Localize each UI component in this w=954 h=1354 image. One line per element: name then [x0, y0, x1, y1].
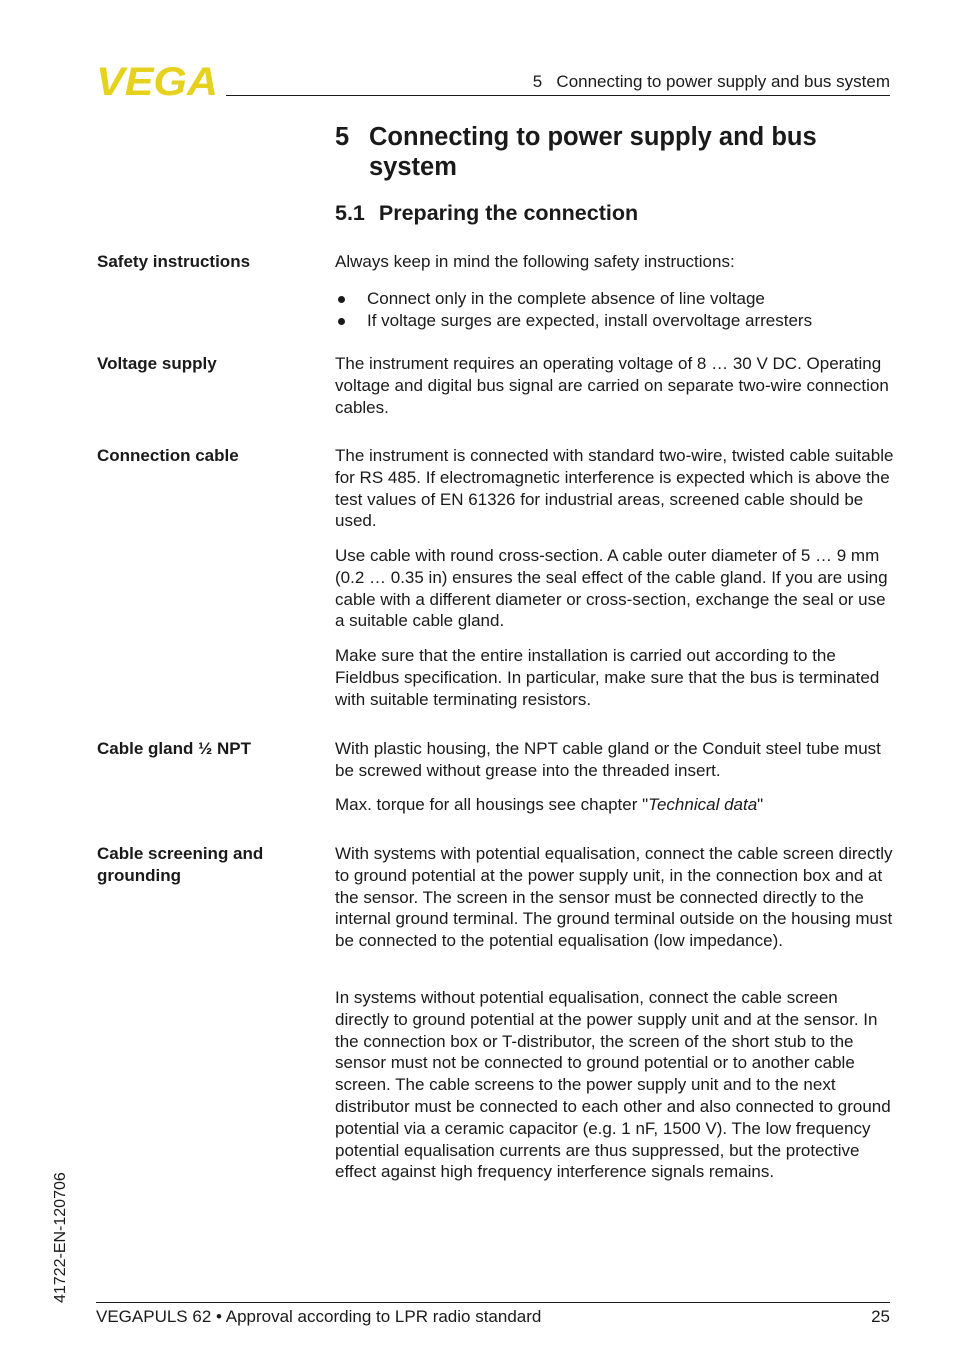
document-id: 41722-EN-120706: [52, 1172, 69, 1303]
side-label-voltage: Voltage supply: [97, 354, 217, 373]
chapter-number: 5: [335, 123, 350, 151]
bullet-icon: [338, 318, 345, 325]
page-number: 25: [871, 1307, 890, 1326]
cable-paragraph-2: Use cable with round cross-section. A cable outer diameter of 5 … 9 mm (0.2 … 0.35 in) ensures the seal effect of the cable gland. If you are using cable with a different diameter or cross-section, exchange the seal or use a suitable cable gland.: [335, 546, 888, 631]
side-label-safety: Safety instructions: [97, 252, 251, 271]
chapter-title: Connecting to power supply and bus system: [369, 123, 817, 181]
side-label-cable: Connection cable: [97, 446, 239, 465]
vega-logo: [96, 64, 220, 98]
side-label-gland: Cable gland ½ NPT: [97, 739, 251, 758]
chapter-heading: [335, 122, 895, 182]
chapter-reference: Technical data: [648, 795, 758, 814]
running-header: 5 Connecting to power supply and bus system: [532, 72, 890, 91]
safety-intro: Always keep in mind the following safety instructions:: [335, 252, 735, 271]
footer-title: VEGAPULS 62 • Approval according to LPR radio standard: [96, 1307, 542, 1326]
list-item: If voltage surges are expected, install overvoltage arresters: [335, 310, 895, 332]
section-heading: [335, 201, 638, 226]
section-number: 5.1: [335, 201, 365, 225]
gland-paragraph-1: With plastic housing, the NPT cable gland or the Conduit steel tube must be screwed without grease into the threaded insert.: [335, 739, 881, 780]
voltage-text: The instrument requires an operating voltage of 8 … 30 V DC. Operating voltage and digital bus signal are carried on separate two-wire connection cables.: [335, 354, 889, 417]
side-label-screening: Cable screening and grounding: [97, 844, 264, 885]
svg-text:VEGA: VEGA: [96, 64, 218, 98]
bullet-icon: [338, 296, 345, 303]
screening-paragraph-1: With systems with potential equalisation, connect the cable screen directly to ground potential at the power supply unit, in the connection box and at the sensor. The screen in the sensor must be connected directly to the internal ground terminal. The ground terminal outside on the housing must be connected to the potential equalisation (low impedance).: [335, 844, 893, 951]
header-rule: [226, 95, 890, 96]
cable-paragraph-3: Make sure that the entire installation is carried out according to the Fieldbus specification. In particular, make sure that the bus is terminated with suitable terminating resistors.: [335, 646, 880, 709]
section-title: Preparing the connection: [378, 201, 639, 225]
footer-rule: [96, 1302, 890, 1303]
list-item: Connect only in the complete absence of line voltage: [335, 288, 895, 310]
screening-paragraph-2: In systems without potential equalisation, connect the cable screen directly to ground potential at the power supply unit and at the sensor. In the connection box or T-distributor, the screen of the short stub to the sensor must not be connected to ground potential or to another cable screen. The cable screens to the power supply unit and to the next distributor must be connected to each other and also connected to ground potential via a ceramic capacitor (e.g. 1 nF, 1500 V). The low frequency potential equalisation currents are thus suppressed, but the protective effect against high frequency interference signals remains.: [335, 988, 891, 1182]
cable-paragraph-1: The instrument is connected with standard two-wire, twisted cable suitable for RS 485. If electromagnetic interference is expected which is above the test values of EN 61326 for industrial areas, screened cable should be used.: [335, 446, 894, 531]
gland-paragraph-2: Max. torque for all housings see chapter "Technical data": [335, 795, 764, 814]
